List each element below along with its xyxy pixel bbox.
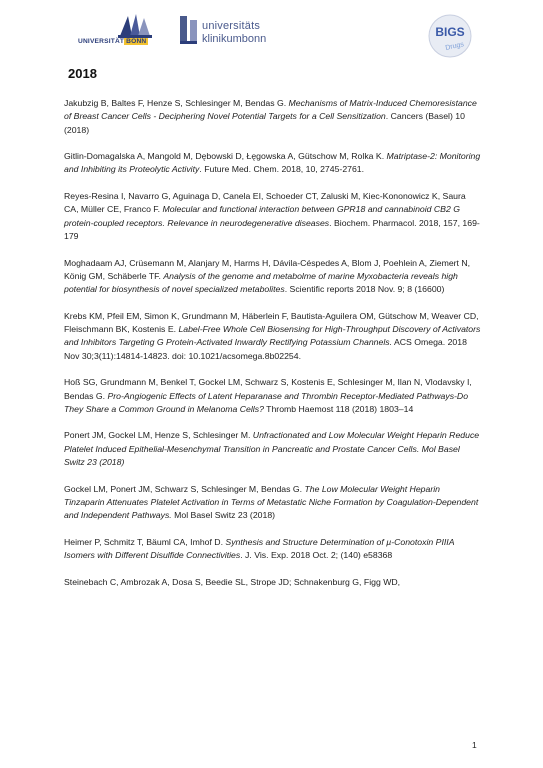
reference-item: Steinebach C, Ambrozak A, Dosa S, Beedie SL, Strope JD; Schnakenburg G, Figg WD, (64, 576, 401, 587)
ukb-emblem-icon (178, 14, 200, 46)
reference-item: Ponert JM, Gockel LM, Henze S, Schlesinger M. Unfractionated and Low Molecular Weight Heparin Reduce Platelet Induced Epithelial-Mesenchymal Transition in Pancreatic and Prostate Cancer Cells. Mol Basel Switz 23 (2018) (64, 430, 480, 468)
reference-item: Hoß SG, Grundmann M, Benkel T, Gockel LM, Schwarz S, Kostenis E, Schlesinger M, Ilan N, Vlodavsky I, Bendas G. Pro-Angiogenic Effects of Latent Heparanase and Thrombin Receptor-Mediated Pathways-Do They Share a Common Ground in Melanoma Cells? Thromb Haemost 118 (2018) 1803–14 (64, 377, 472, 414)
reference-item: Gockel LM, Ponert JM, Schwarz S, Schlesinger M, Bendas G. The Low Molecular Weight Heparin Tinzaparin Attenuates Platelet Activation in Terms of Metastatic Niche Formation by Coagulation-Dependent and Independent Pathways. Mol Basel Switz 23 (2018) (64, 483, 479, 521)
reference-item: Reyes-Resina I, Navarro G, Aguinaga D, Canela EI, Schoeder CT, Zaluski M, Kiec-Kononowicz K, Saura CA, Müller CE, Franco F. Molecular and functional interaction between GPR18 and cannabinoid CB2 G protein-coupled receptors. Relevance in neurodegenerative diseases. Biochem. Pharmacol. 2018, 157, 169-179 (64, 191, 480, 241)
university-bonn-logo (78, 12, 173, 48)
reference-item: Krebs KM, Pfeil EM, Simon K, Grundmann M, Häberlein F, Bautista-Aguilera OM, Gütschow M, Weaver CD, Fleischmann BK, Kostenis E. Label-Free Whole Cell Biosensing for High-Throughput Discovery of Activators and Inhibitors Targeting G Protein-Activated Inwardly Rectifying Potassium Channels. ACS Omega. 2018 Nov 30;3(11):14814-14823. doi: 10.1021/acsomega.8b02254. (64, 310, 481, 361)
ukb-logo-line1: universitäts (202, 20, 261, 32)
bigs-logo-subtext: Drugs (444, 41, 465, 52)
reference-list (64, 97, 482, 602)
university-logo-text: UNIVERSITÄT BONN (78, 38, 147, 45)
ukb-logo-line2: klinikumbonn (202, 33, 267, 45)
university-crest-icon (118, 12, 152, 38)
bigs-logo-text: BIGS (435, 25, 465, 39)
bigs-drugs-logo (428, 14, 472, 58)
ukb-logo (178, 12, 298, 52)
reference-item: Jakubzig B, Baltes F, Henze S, Schlesinger M, Bendas G. Mechanisms of Matrix-Induced Chemoresistance of Breast Cancer Cells - Deciphering Novel Potential Targets for a Cell Sensitization. Cancers (Basel) 10 (2018) (64, 98, 477, 135)
year-heading: 2018 (68, 66, 97, 81)
reference-item: Heimer P, Schmitz T, Bäuml CA, Imhof D. Synthesis and Structure Determination of µ-Conotoxin PIIIA Isomers with Different Disulfide Connectivities. J. Vis. Exp. 2018 Oct. 2; (140) e58368 (64, 536, 455, 561)
page-number: 1 (472, 740, 477, 750)
reference-item: Gitlin-Domagalska A, Mangold M, Dębowski D, Łęgowska A, Gütschow M, Rolka K. Matriptase-2: Monitoring and Inhibiting its Proteolytic Activity. Future Med. Chem. 2018, 10, 2745-2761. (64, 151, 481, 175)
reference-item: Moghadaam AJ, Crüsemann M, Alanjary M, Harms H, Dávila-Céspedes A, Blom J, Poehlein A, Ziemert N, König GM, Schäberle TF. Analysis of the genome and metabolme of marine Myxobacteria reveals high potential for biosynthesis of novel specialized metabolites. Scientific reports 2018 Nov. 9; 8 (16600) (64, 257, 471, 295)
